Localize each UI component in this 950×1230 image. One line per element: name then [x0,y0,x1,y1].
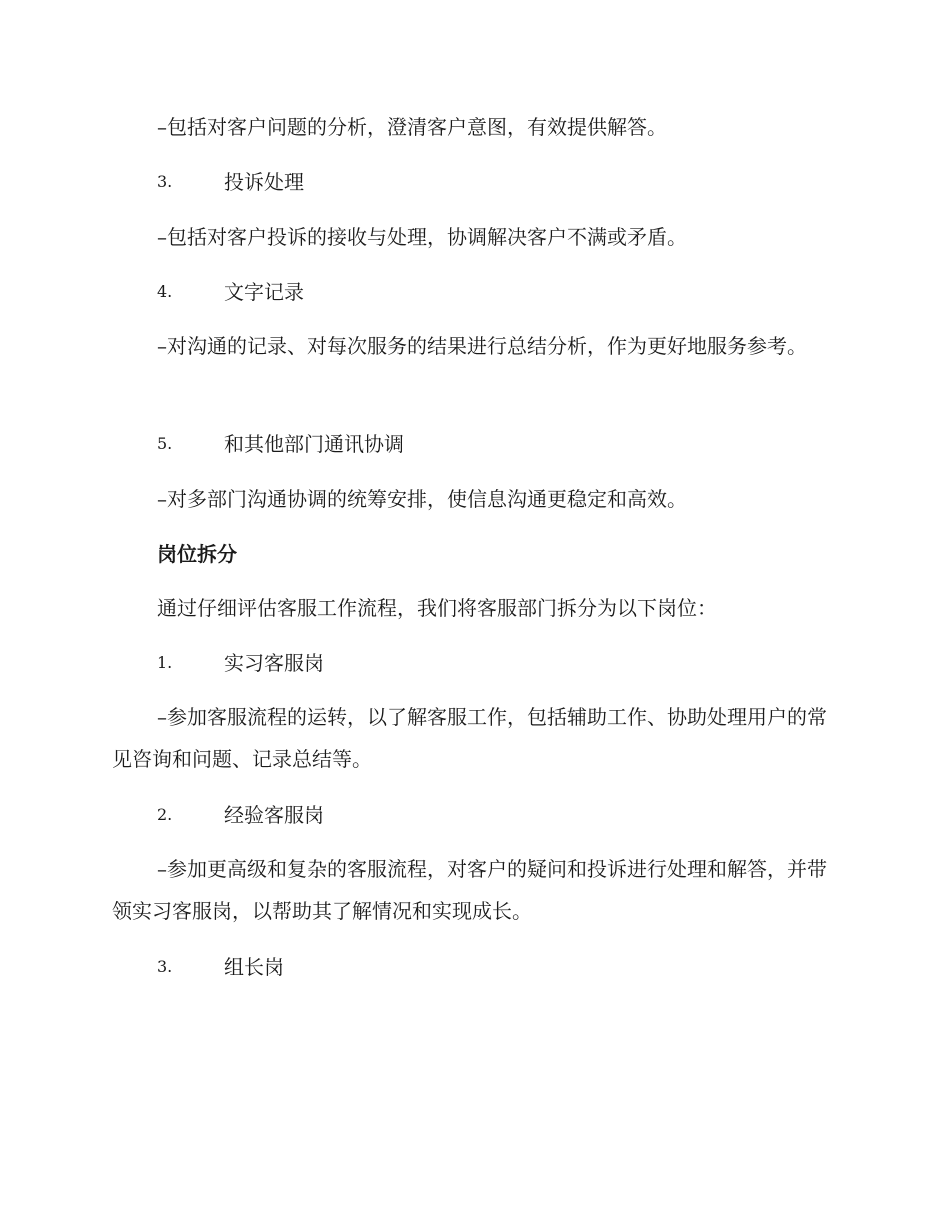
paragraph-intern-role: –参加客服流程的运转，以了解客服工作，包括辅助工作、协助处理用户的常见咨询和问题、记录总结等。 [112,705,827,771]
list-number: 3. [157,957,173,976]
paragraph-intro: 通过仔细评估客服工作流程，我们将客服部门拆分为以下岗位： [157,596,717,620]
list-item-title: 投诉处理 [224,170,304,194]
list-item-title: 实习客服岗 [224,651,324,675]
paragraph-coordination: –对多部门沟通协调的统筹安排，使信息沟通更稳定和高效。 [157,487,687,511]
paragraph-records: –对沟通的记录、对每次服务的结果进行总结分析，作为更好地服务参考。 [157,334,807,358]
section-heading: 岗位拆分 [157,542,237,566]
paragraph-analysis: –包括对客户问题的分析，澄清客户意图，有效提供解答。 [157,115,667,139]
list-number: 3. [157,172,173,191]
list-number: 2. [157,805,173,824]
list-item-title: 文字记录 [224,280,304,304]
paragraph-complaint: –包括对客户投诉的接收与处理，协调解决客户不满或矛盾。 [157,225,687,249]
list-item-title: 和其他部门通讯协调 [224,432,404,456]
list-number: 4. [157,282,173,301]
list-item-title: 经验客服岗 [224,803,324,827]
paragraph-experienced-role: –参加更高级和复杂的客服流程，对客户的疑问和投诉进行处理和解答，并带领实习客服岗，以帮助其了解情况和实现成长。 [112,857,827,923]
list-number: 1. [157,653,173,672]
list-number: 5. [157,434,173,453]
list-item-title: 组长岗 [224,955,284,979]
